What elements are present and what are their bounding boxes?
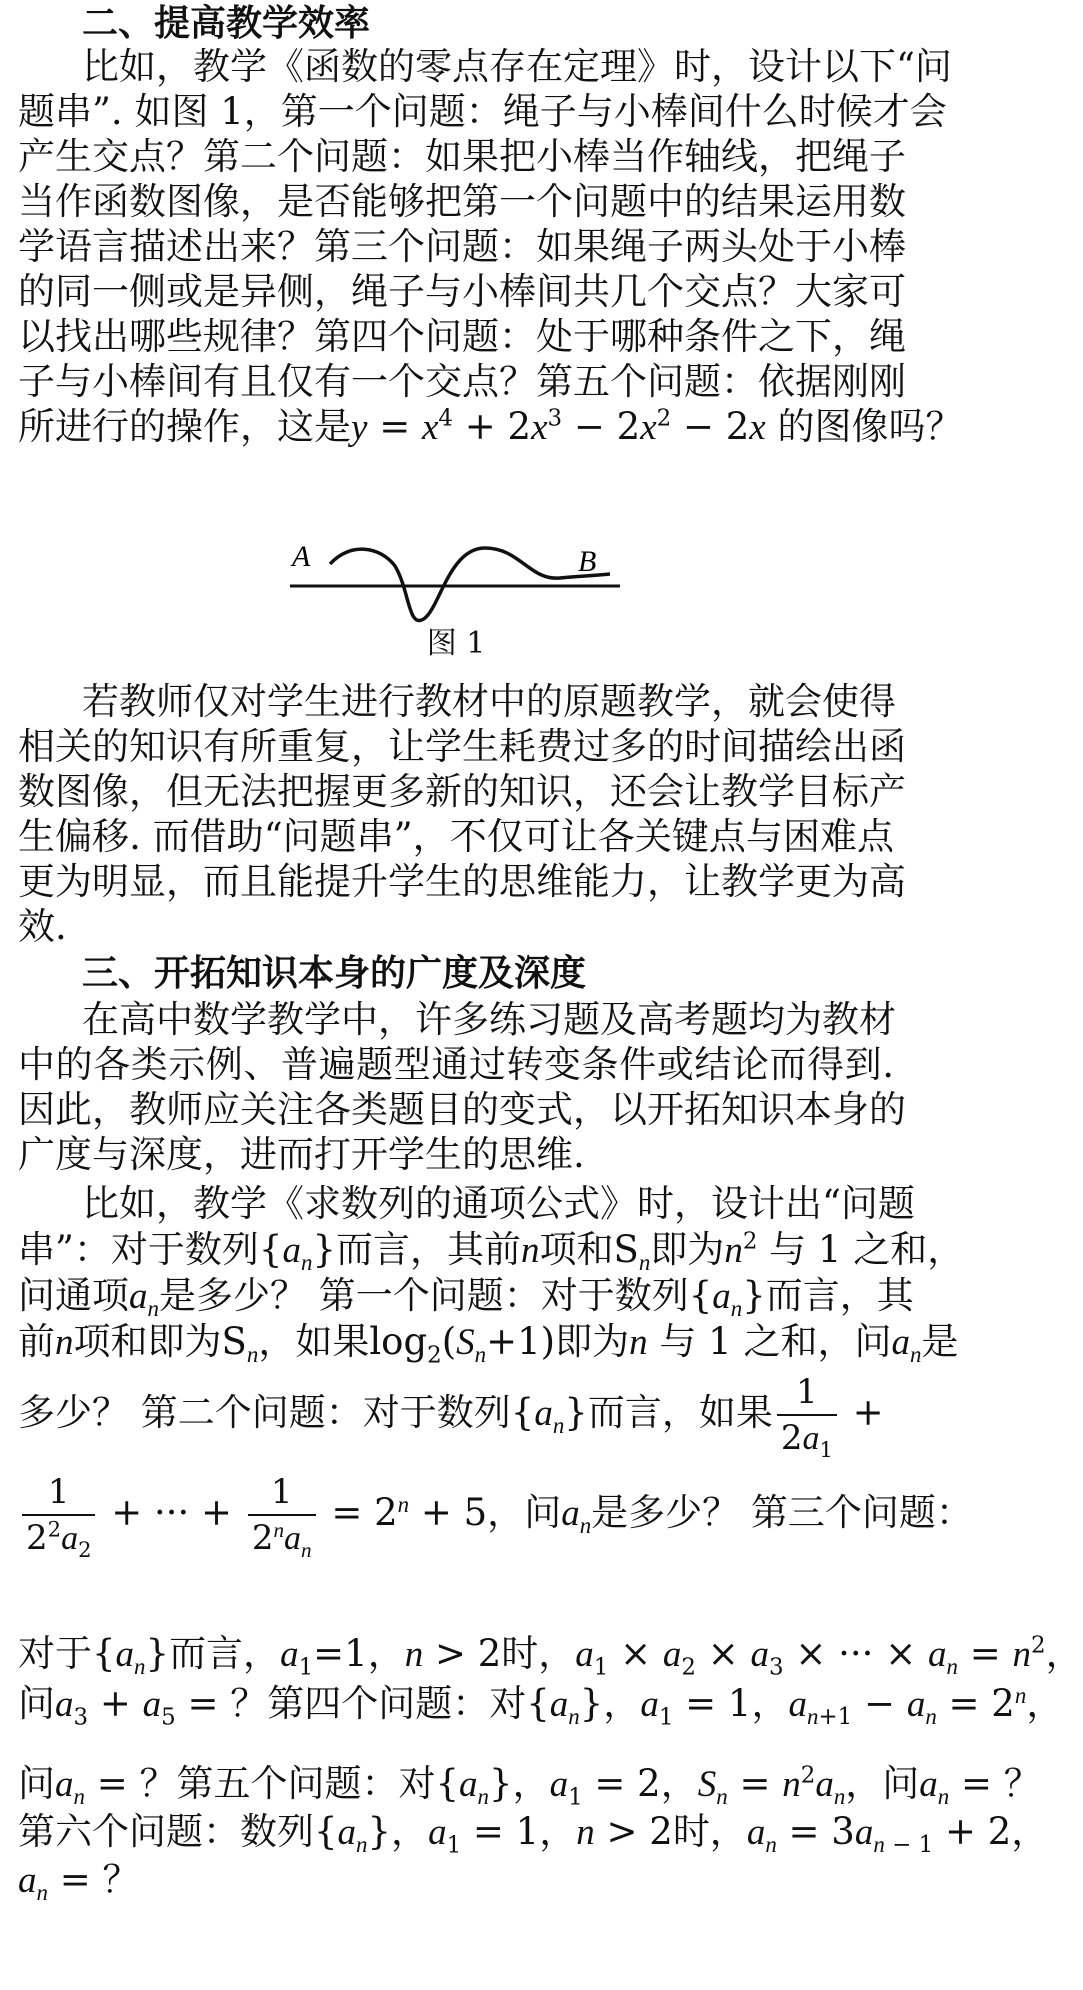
text-fragment: 问 [524, 1491, 562, 1534]
text-fragment: 问 [882, 1762, 920, 1805]
text-fragment: 项和即为 [73, 1320, 222, 1363]
text-fragment: ，如果 [258, 1320, 370, 1363]
text-fragment: 而言，其前 [335, 1228, 521, 1271]
rope-curve [330, 548, 610, 621]
paragraph-line: 因此，教师应关注各类题目的变式，以开拓知识本身的 [18, 1088, 906, 1131]
point-b-label: B [578, 545, 597, 578]
text-fragment: 的图像吗？ [777, 405, 963, 448]
fraction: $\frac{1}{2^2a_2}$ [22, 1470, 95, 1561]
text-fragment: 对于 [18, 1632, 92, 1675]
paragraph-line-with-formula: $a_n$ = ？ [18, 1858, 140, 1906]
paragraph-line: 题串”. 如图 1，第一个问题：绳子与小棒间什么时候才会 [18, 90, 947, 133]
text-fragment: 而言，如果 [587, 1391, 773, 1434]
paragraph-line: 产生交点？第二个问题：如果把小棒当作轴线，把绳子 [18, 135, 906, 178]
point-a-label: A [292, 540, 311, 573]
paragraph-line: 比如，教学《函数的零点存在定理》时，设计以下“问 [82, 45, 952, 88]
paragraph-line: 数图像，但无法把握更多新的知识，还会让教学目标产 [18, 770, 906, 813]
paragraph-line: 学语言描述出来？第三个问题：如果绳子两头处于小棒 [18, 225, 906, 268]
section-heading-2: 二、提高教学效率 [82, 3, 371, 44]
section-heading-3: 三、开拓知识本身的广度及深度 [82, 953, 587, 994]
paragraph-line: 效. [18, 905, 67, 948]
paragraph-line: 子与小棒间有且仅有一个交点？第五个问题：依据刚刚 [18, 360, 906, 403]
paragraph-line: 比如，教学《求数列的通项公式》时，设计出“问题 [82, 1182, 915, 1225]
text-fragment: 是 [921, 1320, 959, 1363]
paragraph-line: 更为明显，而且能提升学生的思维能力，让教学更为高 [18, 860, 906, 903]
text-fragment: 问 [18, 1682, 55, 1725]
text-fragment: 即为 [555, 1320, 630, 1363]
text-fragment: 而言，其 [765, 1274, 914, 1317]
text-fragment: 第六个问题：数列 [18, 1810, 314, 1853]
paragraph-line: 若教师仅对学生进行教材中的原题教学，就会使得 [82, 680, 896, 723]
paragraph-line: 以找出哪些规律？第四个问题：处于哪种条件之下，绳 [18, 315, 906, 358]
paragraph-line-with-formula: 第六个问题：数列$\{a_n\}$，$a_1 = 1$，n > 2时，$a_n = 3a_{n - 1} + 2$， [18, 1810, 1049, 1859]
text-fragment: 前 [18, 1320, 55, 1363]
paragraph-line-with-formula: 多少？ 第二个问题：对于数列$\{a_n\}$而言，如果 $\frac{1}{2a_1}$ + [18, 1372, 884, 1462]
text-fragment: 与 1 之和，问 [659, 1320, 892, 1363]
paragraph-line: 当作函数图像，是否能够把第一个问题中的结果运用数 [18, 180, 906, 223]
paragraph-line: 的同一侧或是异侧，绳子与小棒间共几个交点？大家可 [18, 270, 906, 313]
paragraph-line: 生偏移. 而借助“问题串”，不仅可让各关键点与困难点 [18, 815, 894, 858]
paragraph-line-with-formula: 所进行的操作，这是$y = x^4 + 2x^3 - 2x^2 - 2x$ 的图像吗？ [18, 405, 963, 448]
text-fragment: 是多少？ [158, 1274, 307, 1317]
text-fragment: 时， [672, 1810, 747, 1853]
paragraph-line-with-formula: 对于$\{a_n\}$而言，$a_1=1$，n > 2时，$a_1 \times a_2 \times a_3$ × ··· × $a_n = n^2$， [18, 1632, 1083, 1681]
paragraph-line-with-formula: 问$a_3 + a_5$ = ？第四个问题：对$\{a_n\}$，$a_1 = 1$，$a_{n+1} - a_n = 2^n$， [18, 1682, 1064, 1731]
fraction: $\frac{1}{2a_1}$ [777, 1370, 837, 1461]
fraction: $\frac{1}{2^na_n}$ [248, 1470, 316, 1561]
text-fragment: 第三个问题： [750, 1491, 973, 1534]
text-fragment: 串”：对于数列 [18, 1228, 259, 1271]
text-fragment: 问 [18, 1762, 55, 1805]
paragraph-line-with-formula: 串”：对于数列$\{a_n\}$而言，其前n项和$S_n$即为$n^2$ 与 1 之和， [18, 1228, 965, 1276]
paragraph-line: 相关的知识有所重复，让学生耗费过多的时间描绘出函 [18, 725, 906, 768]
text-fragment: 项和 [539, 1228, 614, 1271]
text-fragment: 第四个问题：对 [267, 1682, 527, 1725]
paragraph-line-with-formula: 问通项$a_n$是多少？ 第一个问题：对于数列$\{a_n\}$而言，其 [18, 1274, 914, 1322]
figure-caption: 图 1 [426, 626, 486, 661]
text-fragment: 问通项 [18, 1274, 129, 1317]
text-fragment: 所进行的操作，这是 [18, 405, 351, 448]
text-fragment: 是多少？ [591, 1491, 740, 1534]
paragraph-line: 中的各类示例、普遍题型通过转变条件或结论而得到. [18, 1043, 894, 1086]
paragraph-line-with-formula: $\frac{1}{2^2a_2}$ + ··· + $\frac{1}{2^na_n}$ = $2^n + 5$，问$a_n$是多少？ 第三个问题： [18, 1470, 894, 1561]
text-fragment: 第五个问题：对 [176, 1762, 436, 1805]
figure-1-curve [290, 536, 630, 626]
text-fragment: 多少？ [18, 1391, 129, 1434]
paragraph-line-with-formula: 问$a_n$ = ？第五个问题：对$\{a_n\}$，$a_1 = 2$，$S_n = n^2a_n$，问$a_n$ = ？ [18, 1762, 1041, 1811]
paragraph-line-with-formula: 前n项和即为$S_n$，如果$\log_2(S_n+1)$即为n 与 1 之和，问$a_n$是 [18, 1320, 959, 1369]
text-fragment: 时， [501, 1632, 576, 1675]
text-fragment: 第一个问题：对于数列 [318, 1274, 689, 1317]
text-fragment: 即为 [650, 1228, 725, 1271]
math-formula: y [351, 407, 368, 448]
text-fragment: 而言， [169, 1632, 281, 1675]
text-fragment: 第二个问题：对于数列 [140, 1391, 511, 1434]
paragraph-line: 在高中数学教学中，许多练习题及高考题均为教材 [82, 998, 896, 1041]
paragraph-line: 广度与深度，进而打开学生的思维. [18, 1133, 585, 1176]
text-fragment: 与 1 之和， [769, 1228, 965, 1271]
